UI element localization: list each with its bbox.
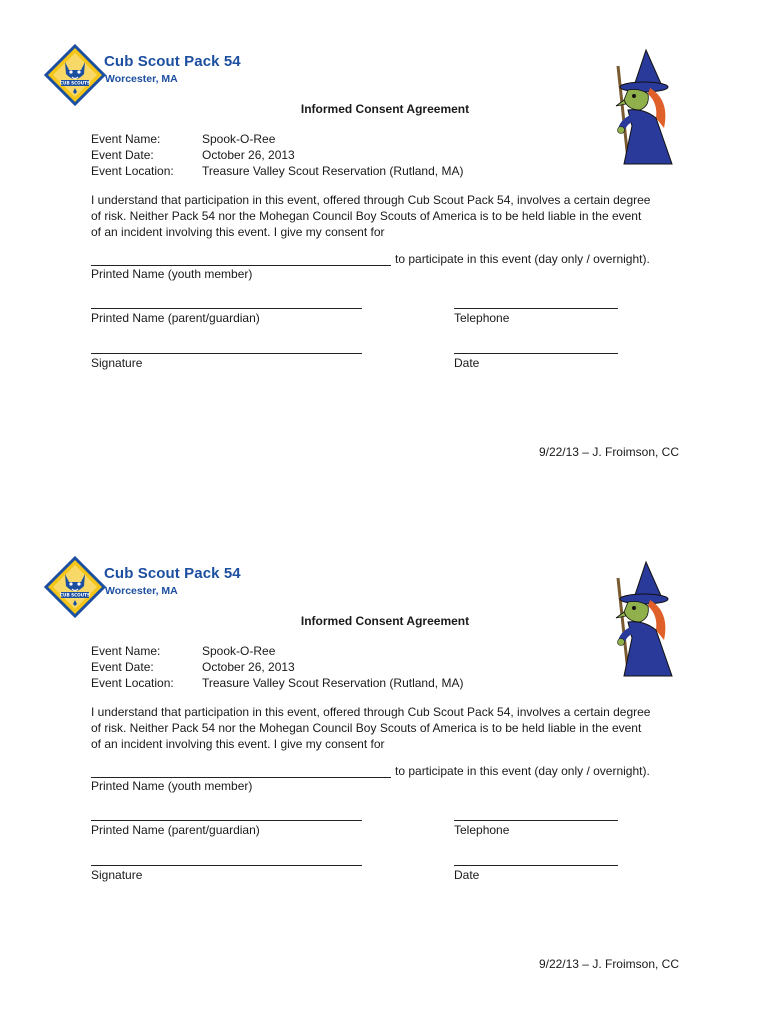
cub-scout-logo-icon (44, 556, 106, 618)
signature-field[interactable] (91, 865, 362, 866)
consent-line: of an incident involving this event. I give my consent for (91, 225, 385, 239)
consent-line: I understand that participation in this event, offered through Cub Scout Pack 54, involves a certain degree (91, 705, 651, 719)
participate-text: to participate in this event (day only / overnight). (395, 252, 650, 266)
event-location-label: Event Location: (91, 164, 174, 178)
parent-name-label: Printed Name (parent/guardian) (91, 823, 260, 837)
signature-label: Signature (91, 356, 143, 370)
parent-name-field[interactable] (91, 308, 362, 309)
signature-field[interactable] (91, 353, 362, 354)
consent-line: I understand that participation in this event, offered through Cub Scout Pack 54, involves a certain degree (91, 193, 651, 207)
youth-name-label: Printed Name (youth member) (91, 267, 253, 281)
consent-paragraph (91, 192, 691, 240)
youth-name-field[interactable] (91, 777, 391, 778)
organization-location: Worcester, MA (105, 585, 178, 597)
event-date-value: October 26, 2013 (202, 148, 295, 162)
consent-paragraph (91, 704, 691, 752)
consent-line: of an incident involving this event. I give my consent for (91, 737, 385, 751)
telephone-label: Telephone (454, 311, 510, 325)
parent-name-field[interactable] (91, 820, 362, 821)
form-title: Informed Consent Agreement (300, 614, 470, 628)
date-label: Date (454, 356, 480, 370)
event-location-label: Event Location: (91, 676, 174, 690)
telephone-label: Telephone (454, 823, 510, 837)
telephone-field[interactable] (454, 308, 618, 309)
date-field[interactable] (454, 865, 618, 866)
svg-text:CUB SCOUTS: CUB SCOUTS (59, 592, 91, 598)
signature-label: Signature (91, 868, 143, 882)
form-footer: 9/22/13 – J. Froimson, CC (538, 957, 679, 971)
event-date-label: Event Date: (91, 660, 154, 674)
form-title: Informed Consent Agreement (300, 102, 470, 116)
telephone-field[interactable] (454, 820, 618, 821)
event-name-label: Event Name: (91, 644, 161, 658)
parent-name-label: Printed Name (parent/guardian) (91, 311, 260, 325)
event-name-value: Spook-O-Ree (202, 644, 276, 658)
consent-line: of risk. Neither Pack 54 nor the Mohegan Council Boy Scouts of America is to be held liable in the event (91, 209, 642, 223)
event-location-value: Treasure Valley Scout Reservation (Rutland, MA) (202, 164, 464, 178)
youth-name-label: Printed Name (youth member) (91, 779, 253, 793)
event-location-value: Treasure Valley Scout Reservation (Rutland, MA) (202, 676, 464, 690)
cub-scout-logo-icon (44, 44, 106, 106)
date-field[interactable] (454, 353, 618, 354)
date-label: Date (454, 868, 480, 882)
consent-form-bottom (0, 512, 770, 1024)
event-date-label: Event Date: (91, 148, 154, 162)
svg-text:CUB SCOUTS: CUB SCOUTS (59, 80, 91, 86)
event-name-value: Spook-O-Ree (202, 132, 276, 146)
event-date-value: October 26, 2013 (202, 660, 295, 674)
participate-text: to participate in this event (day only / overnight). (395, 764, 650, 778)
youth-name-field[interactable] (91, 265, 391, 266)
event-name-label: Event Name: (91, 132, 161, 146)
form-footer: 9/22/13 – J. Froimson, CC (538, 445, 679, 459)
consent-line: of risk. Neither Pack 54 nor the Mohegan Council Boy Scouts of America is to be held liable in the event (91, 721, 642, 735)
organization-name: Cub Scout Pack 54 (104, 53, 241, 70)
organization-location: Worcester, MA (105, 73, 178, 85)
organization-name: Cub Scout Pack 54 (104, 565, 241, 582)
